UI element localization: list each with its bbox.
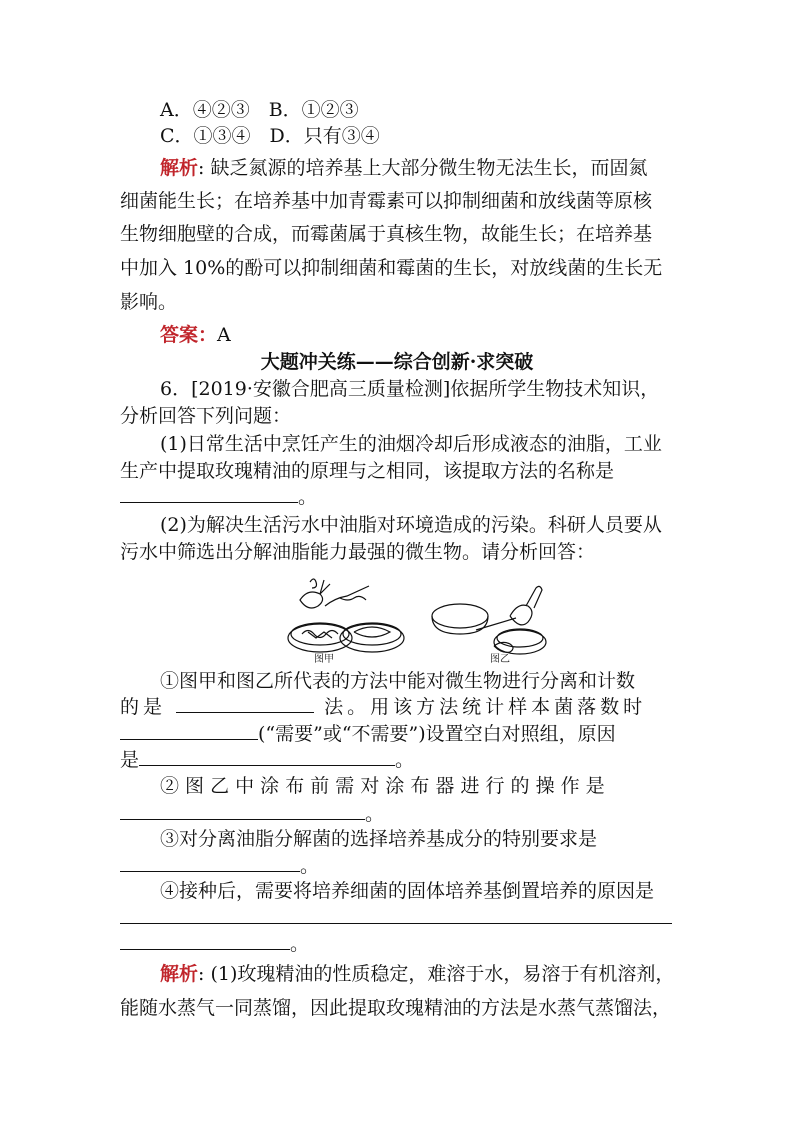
q6-sub1-line-4 (120, 747, 680, 773)
analysis-1-line-1 (160, 155, 720, 181)
q6-sub4-end: 。 (290, 933, 310, 955)
analysis-2-colon: : (198, 963, 205, 985)
answer-blank-8[interactable] (120, 931, 290, 950)
analysis-1-line-5: 影响。 (120, 291, 178, 313)
figure-caption-right: 图乙 (490, 654, 510, 665)
answer-blank-1[interactable] (120, 484, 298, 503)
q6-line-2: 分析回答下列问题： (120, 405, 292, 427)
answer-blank-5[interactable] (120, 801, 365, 820)
analysis-label: 解析 (160, 157, 199, 179)
q6-sub3-line-2 (120, 853, 680, 879)
analysis-1-line-3: 生物细胞壁的合成，而霉菌属于真核生物，故能生长；在培养基 (120, 223, 653, 245)
q6-part1-line-1: (1)日常生活中烹饪产生的油烟冷却后形成液态的油脂，工业 (160, 433, 662, 455)
analysis-2-label: 解析 (160, 963, 199, 985)
analysis-1-line-4: 中加入 10%的酚可以抑制细菌和霉菌的生长，对放线菌的生长无 (120, 257, 663, 279)
q6-part1-line-2: 生产中提取玫瑰精油的原理与之相同，该提取方法的名称是 (120, 460, 615, 482)
q6-sub1-line-3 (120, 721, 680, 747)
answer-value: A (217, 324, 231, 346)
q6-part1-line-3 (120, 484, 680, 510)
q6-sub3-end: 。 (300, 855, 320, 877)
q6-sub1-end: 。 (395, 749, 415, 771)
figure-caption-left: 图甲 (314, 654, 334, 665)
q6-sub3-line-1: ③对分离油脂分解菌的选择培养基成分的特别要求是 (160, 828, 598, 850)
q6-sub1-text-c: (“需要”或“不需要”)设置空白对照组，原因 (258, 723, 616, 745)
q6-sub4-line-1: ④接种后，需要将培养细菌的固体培养基倒置培养的原因是 (160, 880, 655, 902)
answer-blank-3[interactable] (120, 721, 258, 740)
q6-part2-line-1: (2)为解决生活污水中油脂对环境造成的污染。科研人员要从 (160, 514, 662, 536)
analysis-colon: : (198, 157, 205, 179)
q6-sub1-text-a: 的是 (120, 696, 167, 718)
options-line-1: A．④②③ B．①②③ (160, 99, 359, 121)
q6-sub1-line-2 (120, 694, 680, 720)
answer-blank-6[interactable] (120, 853, 300, 872)
q6-line-1: 6．[2019·安徽合肥高三质量检测]依据所学生物技术知识， (160, 378, 660, 400)
figure-left-streaking (288, 579, 404, 652)
q6-sub2-line-2 (120, 801, 680, 827)
q6-sub2-line-1: ② 图 乙 中 涂 布 前 需 对 涂 布 器 进 行 的 操 作 是 (160, 775, 605, 797)
analysis-2-line-1 (160, 961, 720, 987)
q6-sub1-text-b: 法。用该方法统计样本菌落数时 (324, 696, 647, 718)
answer-label: 答案： (160, 324, 218, 346)
q6-part1-end: 。 (298, 486, 318, 508)
analysis-1-text-1: 缺乏氮源的培养基上大部分微生物无法生长，而固氮 (204, 157, 648, 179)
answer-blank-7[interactable] (120, 905, 672, 924)
analysis-2-line-2: 能随水蒸气一同蒸馏，因此提取玫瑰精油的方法是水蒸气蒸馏法， (120, 997, 672, 1019)
q6-sub4-line-3 (120, 931, 680, 957)
section-title: 大题冲关练——综合创新·求突破 (260, 351, 534, 373)
analysis-1-line-2: 细菌能生长；在培养基中加青霉素可以抑制细菌和放线菌等原核 (120, 190, 653, 212)
q6-part2-line-2: 污水中筛选出分解油脂能力最强的微生物。请分析回答： (120, 541, 596, 563)
q6-sub2-end: 。 (365, 803, 385, 825)
figure-right-spreading (432, 586, 546, 654)
answer-line (160, 322, 720, 348)
q6-sub4-line-2 (120, 905, 680, 931)
options-line-2: C．①③④ D．只有③④ (160, 125, 380, 147)
q6-sub1-text-d: 是 (120, 749, 140, 771)
answer-blank-4[interactable] (139, 747, 395, 766)
answer-blank-2[interactable] (176, 694, 314, 713)
q6-sub1-line-1: ①图甲和图乙所代表的方法中能对微生物进行分离和计数 (160, 670, 636, 692)
analysis-2-text-1: (1)玫瑰精油的性质稳定，难溶于水，易溶于有机溶剂， (204, 963, 675, 985)
